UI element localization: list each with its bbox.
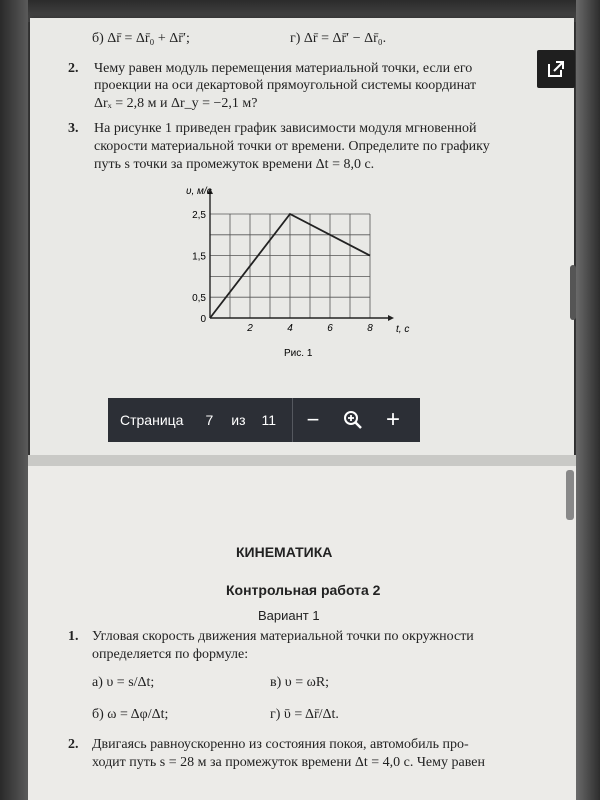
variant-label: Вариант 1	[258, 608, 320, 623]
current-page[interactable]: 7	[205, 412, 214, 428]
page-navigation-toolbar	[108, 398, 420, 442]
p2-question-2-line-2: ходит путь s = 28 м за промежуток времени Δt = 4,0 с. Чему равен	[92, 755, 485, 770]
origin-label: 0	[200, 314, 206, 325]
test-title: Контрольная работа 2	[226, 582, 381, 598]
y-tick-label: 0,5	[192, 293, 206, 305]
open-external-icon	[546, 59, 566, 79]
zoom-in-icon	[343, 410, 363, 430]
p2-option-a: а) υ = s/Δt;	[92, 675, 155, 690]
question-3-line-2: скорости материальной точки от времени. Определите по графику	[94, 139, 490, 154]
x-tick-label: 4	[287, 323, 293, 334]
total-pages: 11	[261, 412, 277, 428]
open-external-button[interactable]	[537, 50, 575, 88]
figure-caption: Рис. 1	[284, 348, 313, 359]
velocity-time-chart	[180, 180, 420, 365]
scrollbar-thumb-lower[interactable]	[566, 470, 574, 520]
p2-question-1-number: 1.	[68, 629, 79, 644]
x-tick-label: 2	[247, 323, 253, 334]
y-tick-label: 1,5	[192, 251, 206, 263]
minus-icon: −	[306, 407, 320, 432]
p2-question-1-line-1: Угловая скорость движения материальной точки по окружности	[92, 629, 474, 644]
plus-icon: +	[385, 406, 400, 433]
question-2-line-3: Δrₓ = 2,8 м и Δr_y = −2,1 м?	[94, 96, 258, 111]
page-label: Страница	[120, 412, 184, 428]
p2-question-2-number: 2.	[68, 737, 79, 752]
p2-option-v: в) υ = ωR;	[270, 675, 330, 690]
question-3-line-1: На рисунке 1 приведен график зависимости модуля мгновенной	[94, 121, 477, 136]
p2-question-2-line-1: Двигаясь равноускоренно из состояния покоя, автомобиль про-	[92, 737, 469, 752]
option-b: б) Δr̄ = Δr̄₀ + Δr̄′;	[92, 31, 190, 46]
chart-grid	[210, 214, 370, 318]
p2-option-b: б) ω = Δφ/Δt;	[92, 707, 169, 722]
y-tick-label: 2,5	[192, 210, 206, 221]
question-2-number: 2.	[68, 61, 79, 76]
p2-option-g: г) ῡ = Δr̄/Δt.	[270, 707, 339, 722]
x-tick-label: 6	[327, 323, 333, 334]
option-g: г) Δr̄ = Δr̄′ − Δr̄₀.	[290, 31, 387, 46]
right-bezel	[576, 0, 600, 800]
zoom-out-button[interactable]	[293, 398, 333, 442]
x-axis-label: t, с	[396, 324, 410, 335]
chart-tick-labels	[192, 210, 373, 334]
question-2-line-2: проекции на оси декартовой прямоугольной системы координат	[94, 78, 477, 93]
zoom-in-button[interactable]	[373, 398, 413, 442]
of-label: из	[231, 412, 246, 428]
question-3-line-3: путь s точки за промежуток времени Δt = 8,0 с.	[94, 157, 375, 172]
x-tick-label: 8	[367, 323, 373, 334]
zoom-icon-button[interactable]	[333, 398, 373, 442]
question-3-number: 3.	[68, 121, 79, 136]
left-bezel	[0, 0, 28, 800]
p2-question-1-line-2: определяется по формуле:	[92, 647, 249, 662]
x-axis-arrow	[388, 315, 394, 321]
question-2-line-1: Чему равен модуль перемещения материальной точки, если его	[94, 61, 473, 76]
section-heading: КИНЕМАТИКА	[236, 544, 333, 560]
y-axis-label: υ, м/с	[186, 186, 212, 197]
